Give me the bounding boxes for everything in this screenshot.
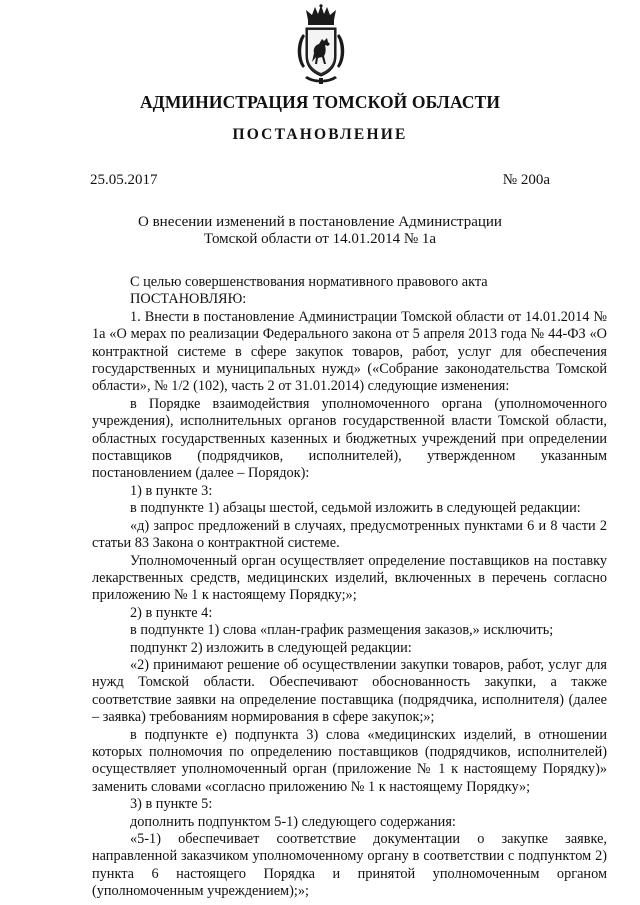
paragraph: «д) запрос предложений в случаях, предусмотренных пунктами 6 и 8 части 2 статьи 83 Закона о контрактной системе.: [92, 517, 607, 552]
paragraph: Уполномоченный орган осуществляет определение поставщиков на поставку лекарственных средств, медицинских изделий, включенных в перечень согласно приложению № 1 к настоящему Порядку;»;: [92, 552, 607, 604]
paragraph-decree: ПОСТАНОВЛЯЮ:: [130, 291, 247, 308]
document-date: 25.05.2017: [90, 172, 158, 188]
coat-of-arms-icon: [293, 4, 349, 88]
document-number: № 200а: [502, 172, 550, 188]
document-subject: [0, 214, 640, 248]
paragraph: в подпункте 1) слова «план-график размещения заказов,» исключить;: [130, 622, 554, 639]
crown-icon: [306, 4, 336, 25]
subject-line: О внесении изменений в постановление Администрации: [138, 214, 502, 230]
paragraph: 3) в пункте 5:: [130, 796, 213, 813]
paragraph: 1. Внести в постановление Администрации Томской области от 14.01.2014 № 1а «О мерах по реализации Федерального закона от 5 апреля 2013 года № 44-ФЗ «О контрактной системе в сфере закупок товаров, работ, услуг для обеспечения государственных и муниципальных нужд» («Собрание законодательства Томской области», № 1/2 (102), часть 2 от 31.01.2014) следующие изменения:: [92, 308, 607, 395]
paragraph: С целью совершенствования нормативного правового акта: [130, 274, 488, 290]
document-body: [92, 274, 607, 901]
subject-line: Томской области от 14.01.2014 № 1а: [203, 231, 437, 247]
paragraph: «2) принимают решение об осуществлении закупки товаров, работ, услуг для нужд Томской области. Обеспечивают обоснованность закупки, а также соответствие заявки на определение поставщика (подрядчика, исполнителя) (далее – заявка) требованиям нормирования в сфере закупок;»;: [92, 656, 607, 726]
paragraph: в подпункте 1) абзацы шестой, седьмой изложить в следующей редакции:: [130, 500, 581, 517]
paragraph: 1) в пункте 3:: [130, 482, 213, 499]
organization-title: АДМИНИСТРАЦИЯ ТОМСКОЙ ОБЛАСТИ: [139, 92, 501, 112]
paragraph: в Порядке взаимодействия уполномоченного органа (уполномоченного учреждения), исполнительных органов государственной власти Томской области, областных государственных казенных и бюджетных учреждений при определении поставщиков (подрядчиков, исполнителей), утвержденном указанным постановлением (далее – Порядок):: [92, 395, 607, 482]
paragraph: 2) в пункте 4:: [130, 604, 213, 621]
paragraph: «5-1) обеспечивает соответствие документации о закупке заявке, направленной заказчиком уполномоченному органу в соответствии с подпунктом 2) пункта 6 настоящего Порядка и принятой уполномоченным органом (уполномоченным учреждением);»;: [92, 831, 607, 900]
paragraph: в подпункте е) подпункта 3) слова «медицинских изделий, в отношении которых полномочия по определению поставщиков (подрядчиков, исполнителей) осуществляет уполномоченный орган (приложение № 1 к настоящему Порядку)» заменить словами «согласно приложению № 1 к настоящему Порядку»;: [92, 726, 607, 795]
paragraph: дополнить подпунктом 5-1) следующего содержания:: [130, 813, 456, 830]
paragraph: подпункт 2) изложить в следующей редакции:: [130, 639, 412, 656]
document-type: ПОСТАНОВЛЕНИЕ: [232, 126, 408, 143]
